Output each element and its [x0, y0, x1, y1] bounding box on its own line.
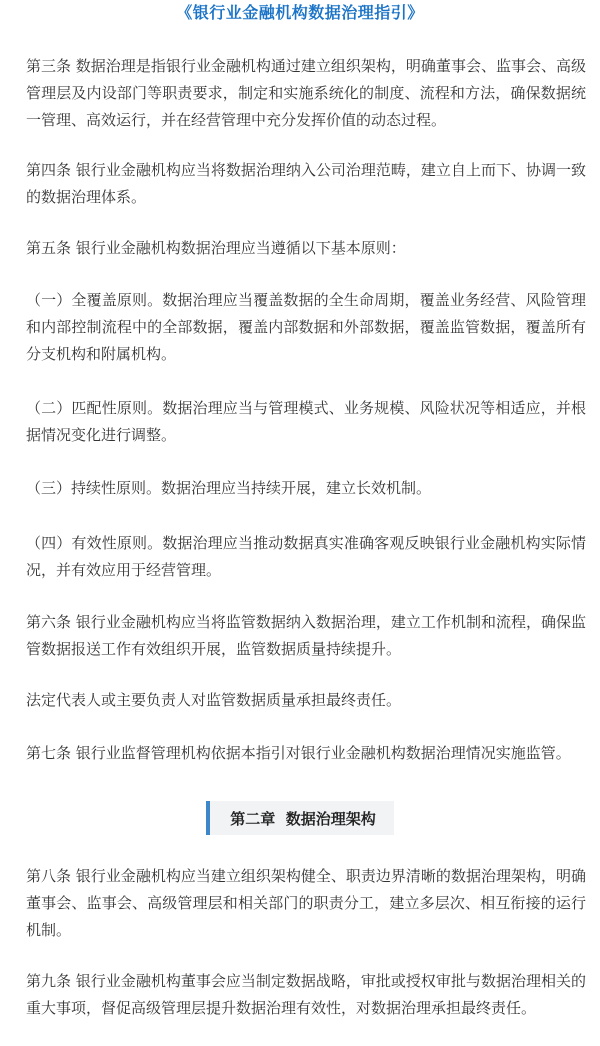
- paragraph-principle-2: （二）匹配性原则。数据治理应当与管理模式、业务规模、风险状况等相适应，并根据情况变化进行调整。: [26, 399, 586, 444]
- chapter-heading: [0, 801, 600, 835]
- chapter-title: 数据治理架构: [285, 809, 376, 828]
- paragraph-article-6: 第六条 银行业金融机构应当将监管数据纳入数据治理，建立工作机制和流程，确保监管数据报送工作有效组织开展，监管数据质量持续提升。: [26, 613, 586, 658]
- paragraph-article-9: 第九条 银行业金融机构董事会应当制定数据战略，审批或授权审批与数据治理相关的重大事项，督促高级管理层提升数据治理有效性，对数据治理承担最终责任。: [26, 972, 586, 1017]
- document-title: 《银行业金融机构数据治理指引》: [176, 3, 424, 22]
- paragraph-legal-representative: 法定代表人或主要负责人对监管数据质量承担最终责任。: [26, 691, 402, 709]
- paragraph-article-4: 第四条 银行业金融机构应当将数据治理纳入公司治理范畴，建立自上而下、协调一致的数据治理体系。: [26, 161, 586, 206]
- paragraph-article-7: 第七条 银行业监督管理机构依据本指引对银行业金融机构数据治理情况实施监管。: [26, 744, 571, 762]
- paragraph-principle-4: （四）有效性原则。数据治理应当推动数据真实准确客观反映银行业金融机构实际情况，并有效应用于经营管理。: [26, 534, 586, 579]
- paragraph-principle-1: （一）全覆盖原则。数据治理应当覆盖数据的全生命周期，覆盖业务经营、风险管理和内部控制流程中的全部数据，覆盖内部数据和外部数据，覆盖监管数据，覆盖所有分支机构和附属机构。: [26, 291, 586, 363]
- chapter-box: [206, 801, 393, 835]
- paragraph-article-8: 第八条 银行业金融机构应当建立组织架构健全、职责边界清晰的数据治理架构，明确董事会、监事会、高级管理层和相关部门的职责分工，建立多层次、相互衔接的运行机制。: [26, 867, 586, 939]
- paragraph-article-5: 第五条 银行业金融机构数据治理应当遵循以下基本原则：: [26, 239, 406, 257]
- paragraph-principle-3: （三）持续性原则。数据治理应当持续开展，建立长效机制。: [26, 479, 432, 497]
- chapter-number: 第二章: [230, 809, 276, 828]
- paragraph-article-3: 第三条 数据治理是指银行业金融机构通过建立组织架构，明确董事会、监事会、高级管理层及内设部门等职责要求，制定和实施系统化的制度、流程和方法，确保数据统一管理、高效运行，并在经营管理中充分发挥价值的动态过程。: [26, 57, 586, 129]
